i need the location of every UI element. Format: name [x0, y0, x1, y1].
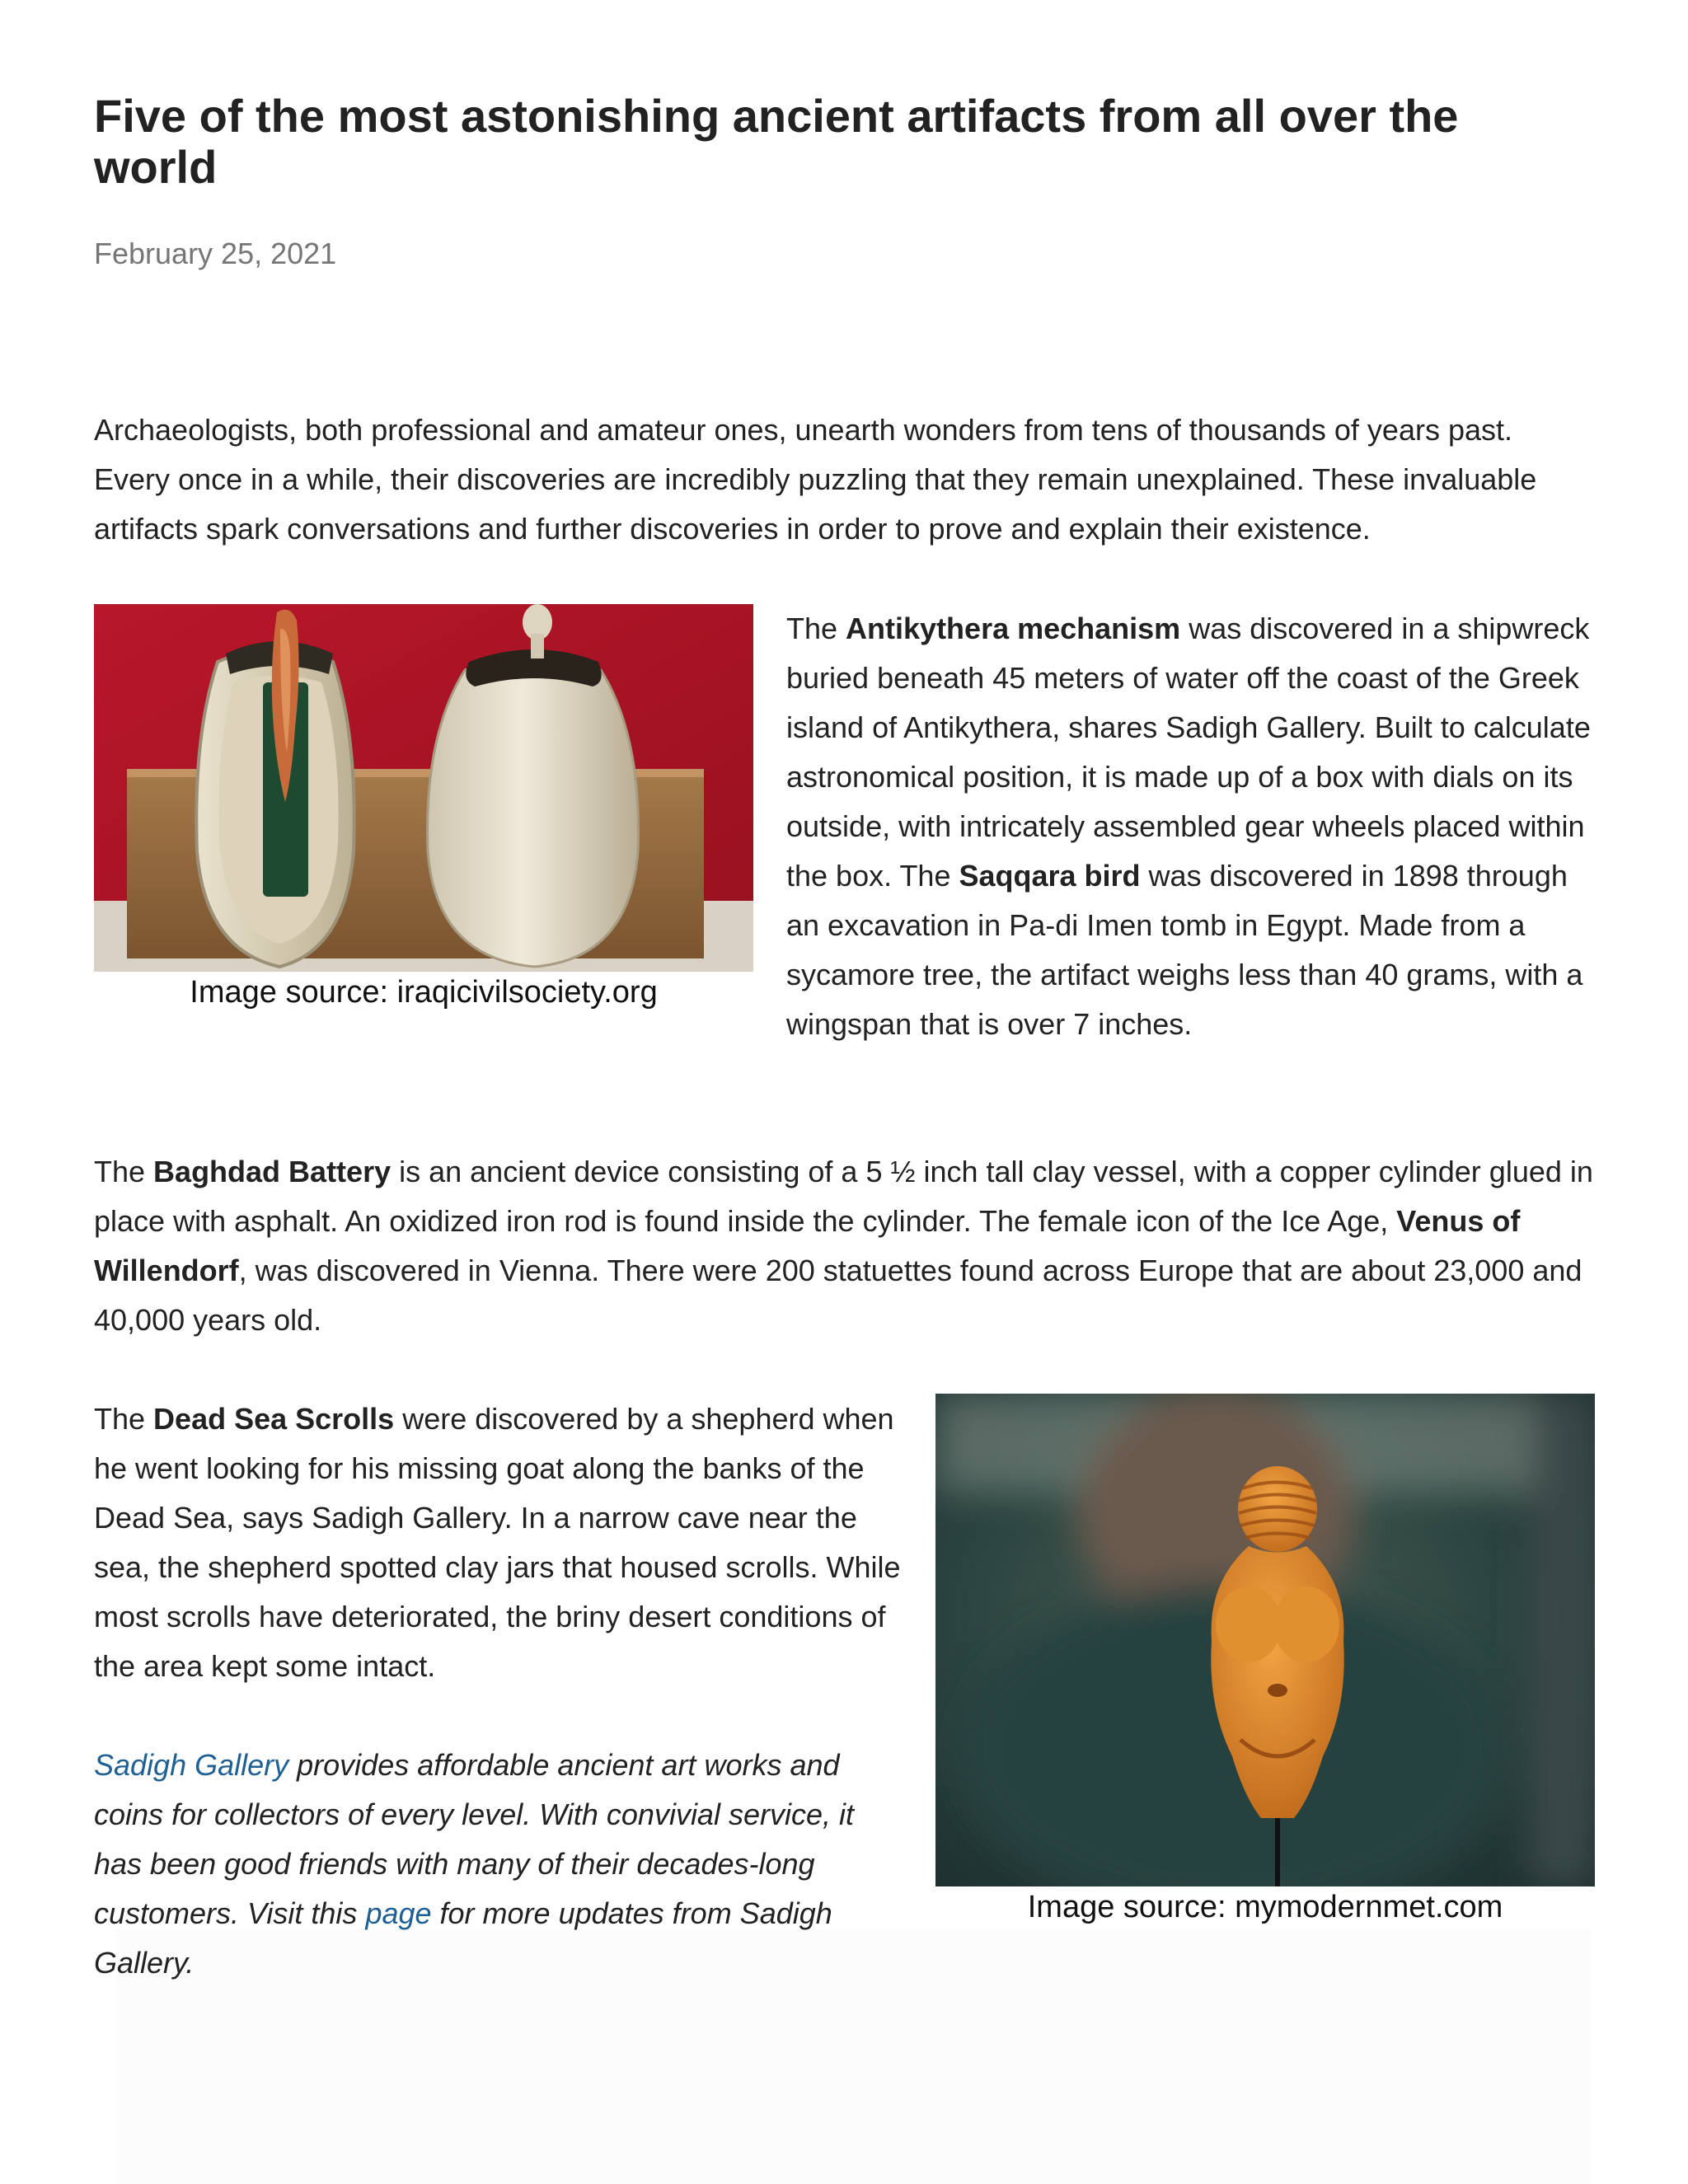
baghdad-battery-figure — [94, 604, 753, 1033]
page-link[interactable]: page — [365, 1896, 432, 1930]
antikythera-mechanism-term: Antikythera mechanism — [846, 612, 1181, 645]
dead-sea-scrolls-term: Dead Sea Scrolls — [153, 1402, 395, 1436]
p4-text-2: for more updates from Sadigh Gallery. — [94, 1896, 832, 1980]
p2-text-2: is an ancient device consisting of a 5 ½ inch tall clay vessel, with a copper cylinder glued in place with asphalt. An oxidized iron rod is found inside the cylinder. The female icon of the Ice Age, — [94, 1155, 1593, 1238]
sadigh-gallery-link[interactable]: Sadigh Gallery — [94, 1748, 289, 1782]
baghdad-battery-paragraph — [94, 1147, 1596, 1345]
venus-of-willendorf-image — [935, 1394, 1595, 1886]
p3-text-1: The — [94, 1402, 154, 1436]
p1-text-2: was discovered in a shipwreck buried beneath 45 meters of water off the coast of the Greek island of Antikythera, shares Sadigh Gallery. Built to calculate astronomical position, it is made up of a box with dials on its outside, with intricately assembled gear wheels placed within the box. The — [786, 612, 1591, 893]
right-figure-caption: Image source: mymodernmet.com — [1027, 1890, 1503, 1924]
sadigh-gallery-promo-paragraph — [94, 1741, 906, 1988]
p1-text-3: was discovered in 1898 through an excavation in Pa-di Imen tomb in Egypt. Made from a sycamore tree, the artifact weighs less than 40 grams, with a wingspan that is over 7 inches. — [786, 859, 1583, 1041]
venus-of-willendorf-figure — [935, 1394, 1595, 1929]
p2-text-3: , was discovered in Vienna. There were 200 statuettes found across Europe that are about 23,000 and 40,000 years old. — [94, 1254, 1582, 1337]
left-figure-caption: Image source: iraqicivilsociety.org — [190, 975, 658, 1010]
baghdad-battery-image — [94, 604, 753, 972]
p2-text-1: The — [94, 1155, 154, 1188]
article-date: February 25, 2021 — [94, 237, 337, 270]
saqqara-bird-term: Saqqara bird — [959, 859, 1141, 893]
p4-text-1: provides affordable ancient art works and coins for collectors of every level. With convivial service, it has been good friends with many of their decades-long customers. Visit this — [94, 1748, 854, 1930]
antikythera-section — [94, 604, 1596, 1049]
article-title: Five of the most astonishing ancient artifacts from all over the world — [94, 90, 1459, 193]
p3-text-2: were discovered by a shepherd when he went looking for his missing goat along the banks of the Dead Sea, says Sadigh Gallery. In a narrow cave near the sea, the shepherd spotted clay jars that housed scrolls. While most scrolls have deteriorated, the briny desert conditions of the area kept some intact. — [94, 1402, 901, 1683]
p1-text-1: The — [786, 612, 846, 645]
dead-sea-scrolls-paragraph — [94, 1394, 906, 1691]
baghdad-battery-term: Baghdad Battery — [153, 1155, 392, 1188]
venus-of-willendorf-term: Venus of Willendorf — [94, 1204, 1521, 1287]
intro-paragraph: Archaeologists, both professional and amateur ones, unearth wonders from tens of thousands of years past. Every once in a while, their discoveries are incredibly puzzling that they remain unexplained. These invaluable artifacts spark conversations and further discoveries in order to prove and explain their existence. — [94, 413, 1537, 546]
